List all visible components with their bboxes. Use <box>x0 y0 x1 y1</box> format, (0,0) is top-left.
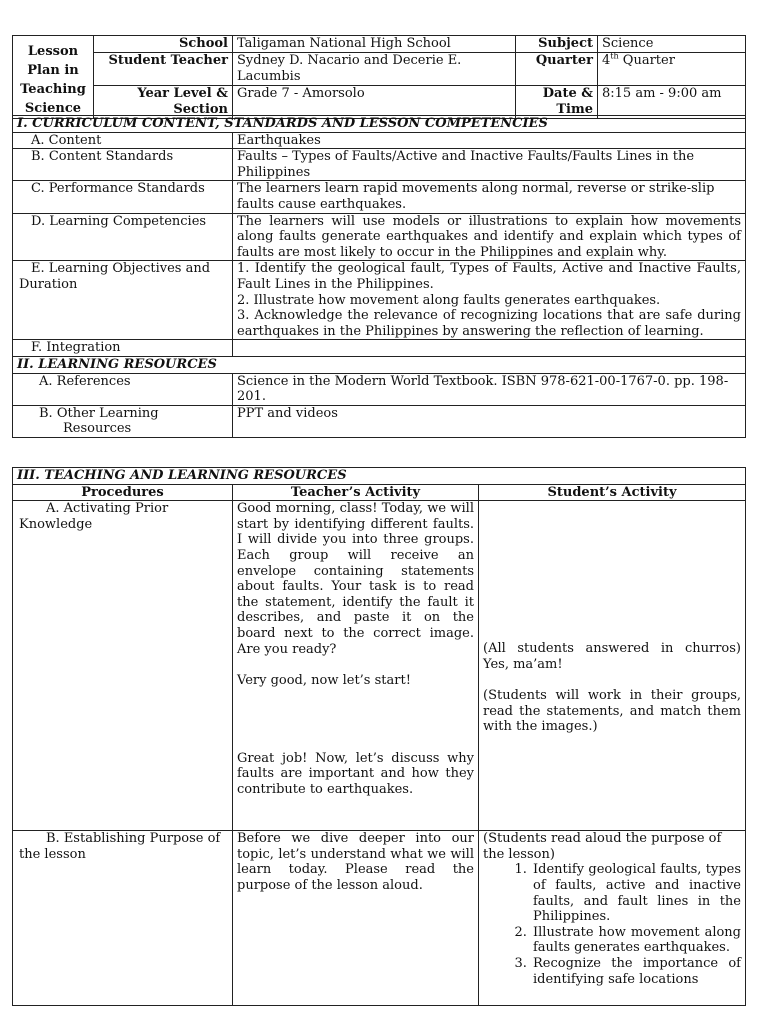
establishing-purpose-label: B. Establishing Purpose of the lesson <box>13 831 233 1006</box>
school-value: Taligaman National High School <box>233 36 516 53</box>
objective-item: 1. Identify the geological fault, Types of Faults, Active and Inactive Faults, Fault Lines in the Philippines. <box>237 261 741 292</box>
date-value: 8:15 am - 9:00 am <box>598 86 746 119</box>
subject-value: Science <box>598 36 746 53</box>
procedures-column-header: Procedures <box>13 484 233 501</box>
content-standards-value: Faults – Types of Faults/Active and Inactive Faults/Faults Lines in the Philippines <box>233 149 746 181</box>
quarter-suffix: th <box>610 52 619 61</box>
content-label: A. Content <box>13 132 233 149</box>
purpose-list <box>483 862 741 987</box>
quarter-number: 4 <box>602 53 611 69</box>
date-label: Date & Time <box>516 86 598 119</box>
teacher-paragraph: Good morning, class! Today, we will start by identifying different faults. I will divide you into three groups. Each group will receive an envelope containing statements about faults. Your task is to read the statement, identify the fault it describes, and paste it on the board next to the correct image. Are you ready? <box>237 501 474 657</box>
performance-standards-value: The learners learn rapid movements along normal, reverse or strike-slip faults cause earthquakes. <box>233 181 746 213</box>
quarter-value <box>598 53 746 86</box>
learning-objectives-label: E. Learning Objectives and Duration <box>13 261 233 340</box>
purpose-item: 2. Illustrate how movement along faults generates earthquakes. <box>531 925 741 956</box>
objective-item: 2. Illustrate how movement along faults generates earthquakes. <box>237 292 661 308</box>
curriculum-table <box>12 115 746 438</box>
other-resources-value: PPT and videos <box>233 405 746 437</box>
learning-objectives-value <box>233 261 746 340</box>
lesson-plan-title: Lesson Plan in Teaching Science <box>13 36 94 119</box>
teacher-value: Sydney D. Nacario and Decerie E. Lacumbis <box>233 53 516 86</box>
grade-label: Year Level & Section <box>94 86 233 119</box>
teacher-paragraph: Great job! Now, let’s discuss why faults are important and how they contribute to earthquakes. <box>237 750 474 797</box>
objective-item: 3. Acknowledge the relevance of recognizing locations that are safe during earthquakes in the Philippines by answering the reflection of learning. <box>237 308 741 339</box>
references-label: A. References <box>13 373 233 405</box>
learning-competencies-label: D. Learning Competencies <box>13 213 233 261</box>
section-1-heading: I. CURRICULUM CONTENT, STANDARDS AND LESSON COMPETENCIES <box>13 116 746 133</box>
establishing-student-activity <box>479 831 746 1006</box>
other-resources-label-text: B. Other Learning Resources <box>39 405 159 437</box>
grade-value: Grade 7 - Amorsolo <box>233 86 516 119</box>
learning-competencies-value: The learners will use models or illustrations to explain how movements along faults generate earthquakes and identify and explain which types of faults are most likely to occur in the Philippines and explain why. <box>233 213 746 261</box>
student-paragraph: (All students answered in churros) Yes, ma’am! <box>483 641 741 672</box>
content-value: Earthquakes <box>233 132 746 149</box>
student-paragraph: (Students will work in their groups, read the statements, and match them with the images.) <box>483 687 741 735</box>
references-value: Science in the Modern World Textbook. ISBN 978-621-00-1767-0. pp. 198-201. <box>233 373 746 405</box>
section-2-heading: II. LEARNING RESOURCES <box>13 356 746 373</box>
purpose-item: 3. Recognize the importance of identifying safe locations <box>531 956 741 987</box>
teacher-activity-column-header: Teacher’s Activity <box>233 484 479 501</box>
teacher-paragraph: Very good, now let’s start! <box>237 672 411 688</box>
activating-prior-knowledge-label: A. Activating Prior Knowledge <box>13 501 233 831</box>
performance-standards-label: C. Performance Standards <box>13 181 233 213</box>
quarter-word: Quarter <box>618 53 675 69</box>
school-label: School <box>94 36 233 53</box>
integration-value <box>233 340 746 357</box>
section-3-heading: III. TEACHING AND LEARNING RESOURCES <box>13 468 746 485</box>
procedures-table <box>12 467 746 1006</box>
integration-label: F. Integration <box>13 340 233 357</box>
student-activity-column-header: Student’s Activity <box>479 484 746 501</box>
header-table <box>12 35 746 119</box>
subject-label: Subject <box>516 36 598 53</box>
activating-teacher-activity <box>233 501 479 831</box>
other-resources-label <box>13 405 233 437</box>
quarter-label: Quarter <box>516 53 598 86</box>
content-standards-label: B. Content Standards <box>13 149 233 181</box>
purpose-item: 1. Identify geological faults, types of faults, active and inactive faults, and fault lines in the Philippines. <box>531 862 741 924</box>
teacher-label: Student Teacher <box>94 53 233 86</box>
establishing-teacher-activity: Before we dive deeper into our topic, let’s understand what we will learn today. Please read the purpose of the lesson aloud. <box>233 831 479 1006</box>
student-intro: (Students read aloud the purpose of the lesson) <box>483 831 722 862</box>
activating-student-activity <box>479 501 746 831</box>
